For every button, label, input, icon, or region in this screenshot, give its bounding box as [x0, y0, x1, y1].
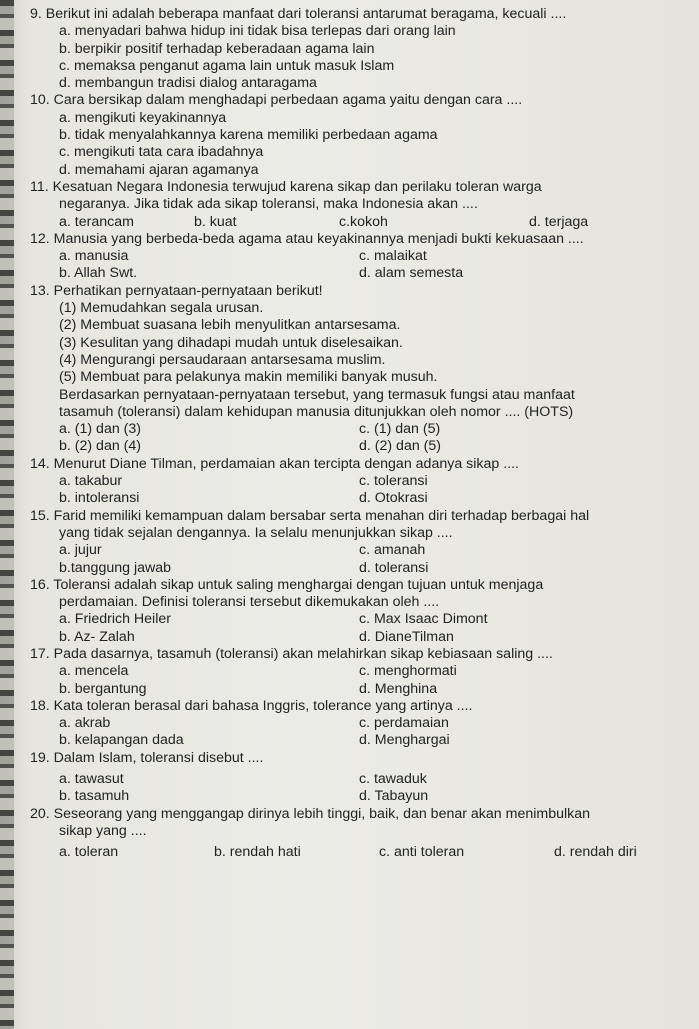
option-c: c. menghormati — [359, 663, 457, 680]
options-row-2 — [30, 629, 692, 646]
option-a: a. Friedrich Heiler — [59, 611, 171, 628]
option-d: d. DianeTilman — [359, 628, 454, 645]
statement-3: (3) Kesulitan yang dihadapi mudah untuk diselesaikan. — [59, 334, 403, 351]
option-a: a. mengikuti keyakinannya — [59, 109, 227, 126]
options-row-1 — [30, 611, 692, 628]
options-row-1 — [30, 663, 692, 680]
option-b: b. bergantung — [59, 680, 147, 697]
option-b: b. kuat — [194, 213, 237, 230]
option-c: c. anti toleran — [379, 844, 465, 861]
question-text-line1: 20. Seseorang yang menggangap dirinya lebih tinggi, baik, dan benar akan menimbulkan — [30, 805, 590, 822]
statement-1: (1) Memudahkan segala urusan. — [59, 300, 264, 317]
option-b: b. rendah hati — [214, 844, 301, 861]
option-a: a. jujur — [59, 542, 102, 559]
question-text: 18. Kata toleran berasal dari bahasa Inggris, tolerance yang artinya .... — [30, 697, 473, 714]
option-a: a. menyadari bahwa hidup ini tidak bisa terlepas dari orang lain — [59, 23, 456, 40]
question-text-line1: 16. Toleransi adalah sikap untuk saling menghargai dengan tujuan untuk menjaga — [30, 576, 544, 593]
option-d: d. rendah diri — [554, 844, 637, 861]
question-12 — [30, 231, 692, 283]
options-row-1 — [30, 248, 692, 265]
question-text: 17. Pada dasarnya, tasamuh (toleransi) akan melahirkan sikap kebiasaan saling .... — [30, 645, 553, 662]
options-row-1 — [30, 715, 692, 732]
option-b: b. berpikir positif terhadap keberadaan agama lain — [59, 40, 375, 57]
question-text-line1: 11. Kesatuan Negara Indonesia terwujud karena sikap dan perilaku toleran warga — [30, 178, 542, 195]
option-b: b. Az- Zalah — [59, 628, 135, 645]
option-b: b. tidak menyalahkannya karena memiliki perbedaan agama — [59, 127, 438, 144]
option-b: b. kelapangan dada — [59, 732, 184, 749]
question-11 — [30, 179, 692, 231]
question-text-line2: yang tidak sejalan dengannya. Ia selalu menunjukkan sikap .... — [59, 524, 453, 541]
option-a: a. (1) dan (3) — [59, 421, 142, 438]
option-a: a. toleran — [59, 844, 119, 861]
option-a: a. akrab — [59, 715, 111, 732]
option-c: c. memaksa penganut agama lain untuk masuk Islam — [59, 57, 395, 74]
option-a: a. takabur — [59, 473, 123, 490]
question-text-line2: sikap yang .... — [59, 822, 147, 839]
option-d: d. memahami ajaran agamanya — [59, 161, 259, 178]
question-text-line1: 15. Farid memiliki kemampuan dalam bersabar serta menahan diri terhadap berbagai hal — [30, 507, 590, 524]
question-text-line2: perdamaian. Definisi toleransi tersebut dikemukakan oleh .... — [59, 594, 440, 611]
statement-4: (4) Mengurangi persaudaraan antarsesama muslim. — [59, 351, 386, 368]
options-row-2 — [30, 732, 692, 749]
question-15 — [30, 508, 692, 577]
options-row-1 — [30, 421, 692, 438]
question-text: 14. Menurut Diane Tilman, perdamaian akan tercipta dengan adanya sikap .... — [30, 455, 519, 472]
question-20 — [30, 806, 692, 862]
question-19 — [30, 750, 692, 806]
option-c: c. tawaduk — [359, 771, 427, 788]
option-a: a. manusia — [59, 248, 129, 265]
question-sheet — [30, 6, 692, 862]
options-row-1 — [30, 473, 692, 490]
option-c: c. malaikat — [359, 248, 427, 265]
question-text: 12. Manusia yang berbeda-beda agama atau keyakinannya menjadi bukti kekuasaan .... — [30, 230, 584, 247]
option-d: d. toleransi — [359, 559, 429, 576]
question-14 — [30, 456, 692, 508]
option-c: c. (1) dan (5) — [359, 421, 441, 438]
question-text: 19. Dalam Islam, toleransi disebut .... — [30, 749, 264, 766]
option-c: c. Max Isaac Dimont — [359, 611, 488, 628]
option-d: d. (2) dan (5) — [359, 438, 442, 455]
question-13 — [30, 283, 692, 456]
question-10 — [30, 92, 692, 178]
option-d: d. membangun tradisi dialog antaragama — [59, 75, 317, 92]
statement-2: (2) Membuat suasana lebih menyulitkan antarsesama. — [59, 317, 401, 334]
option-a: a. terancam — [59, 213, 134, 230]
option-d: d. Menghina — [359, 680, 438, 697]
option-c: c. amanah — [359, 542, 426, 559]
options-row-2 — [30, 490, 692, 507]
option-c: c. perdamaian — [359, 715, 449, 732]
options-row-1 — [30, 542, 692, 559]
options-row — [30, 844, 692, 861]
option-a: a. tawasut — [59, 771, 124, 788]
question-text-line2: negaranya. Jika tidak ada sikap toleransi, maka Indonesia akan .... — [59, 196, 478, 213]
option-b: b.tanggung jawab — [59, 559, 172, 576]
option-b: b. Allah Swt. — [59, 265, 138, 282]
option-c: c.kokoh — [339, 213, 388, 230]
instruction-line1: Berdasarkan pernyataan-pernyataan tersebut, yang termasuk fungsi atau manfaat — [59, 386, 575, 403]
statement-5: (5) Membuat para pelakunya makin memiliki banyak musuh. — [59, 369, 438, 386]
option-d: d. Otokrasi — [359, 490, 428, 507]
option-d: d. terjaga — [529, 213, 589, 230]
question-text: 10. Cara bersikap dalam menghadapi perbedaan agama yaitu dengan cara .... — [30, 92, 523, 109]
question-18 — [30, 698, 692, 750]
options-row — [30, 214, 692, 231]
option-b: b. tasamuh — [59, 788, 130, 805]
question-9 — [30, 6, 692, 92]
option-d: d. alam semesta — [359, 265, 464, 282]
option-a: a. mencela — [59, 663, 129, 680]
question-text: 13. Perhatikan pernyataan-pernyataan berikut! — [30, 282, 323, 299]
options-row-2 — [30, 560, 692, 577]
option-c: c. mengikuti tata cara ibadahnya — [59, 144, 264, 161]
options-row-1 — [30, 771, 692, 788]
options-row-2 — [30, 681, 692, 698]
option-d: d. Tabayun — [359, 788, 429, 805]
instruction-line2: tasamuh (toleransi) dalam kehidupan manusia ditunjukkan oleh nomor .... (HOTS) — [59, 403, 574, 420]
question-text: 9. Berikut ini adalah beberapa manfaat dari toleransi antarumat beragama, kecuali .... — [30, 6, 567, 22]
option-d: d. Menghargai — [359, 732, 450, 749]
option-b: b. (2) dan (4) — [59, 438, 142, 455]
options-row-2 — [30, 788, 692, 805]
question-17 — [30, 646, 692, 698]
option-b: b. intoleransi — [59, 490, 140, 507]
spiral-binding — [0, 0, 14, 1029]
options-row-2 — [30, 265, 692, 282]
question-16 — [30, 577, 692, 646]
option-c: c. toleransi — [359, 473, 428, 490]
options-row-2 — [30, 438, 692, 455]
